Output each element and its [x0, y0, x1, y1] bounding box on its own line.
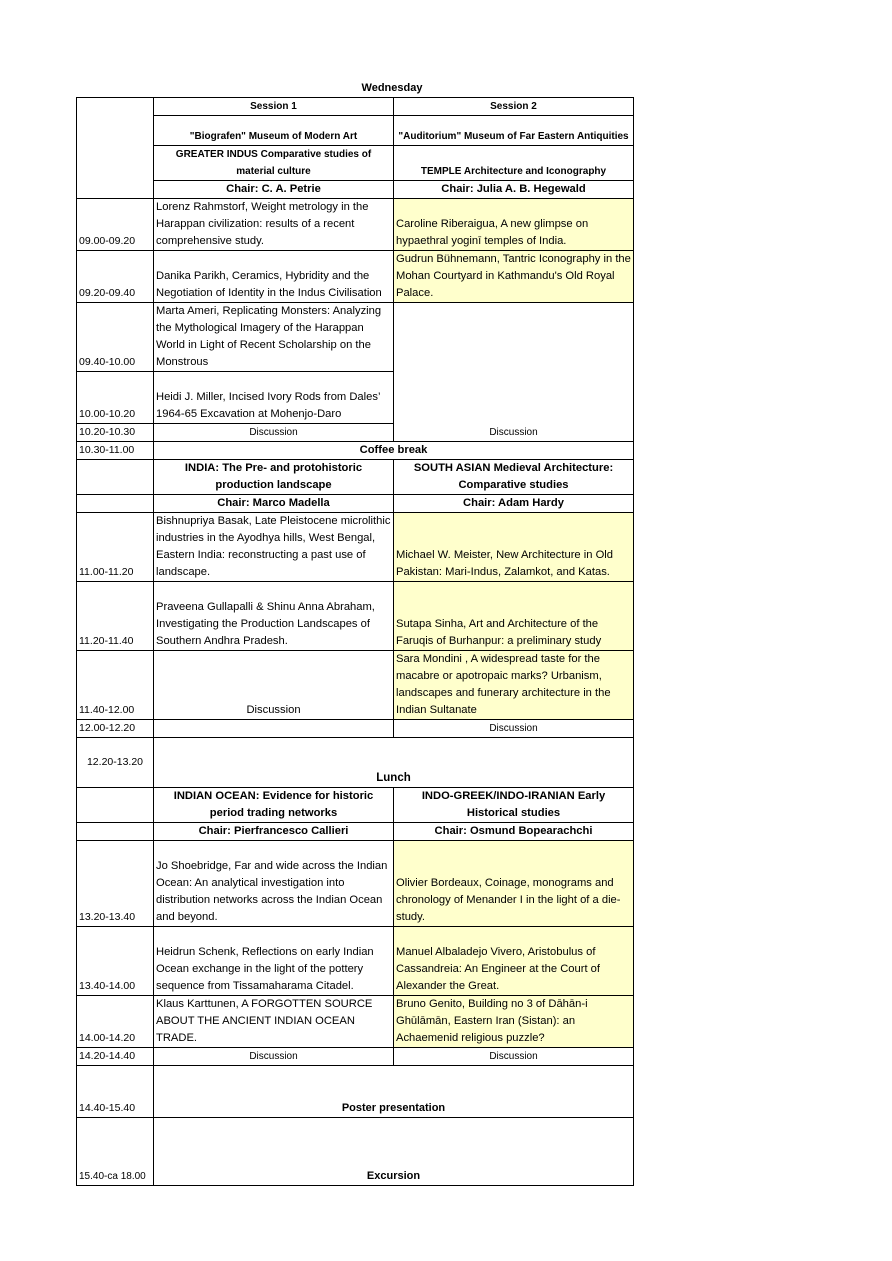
session-1-label: Session 1 — [154, 98, 394, 116]
time-cell: 10.20-10.30 — [77, 424, 154, 442]
talk-cell: Heidi J. Miller, Incised Ivory Rods from Dales’ 1964-65 Excavation at Mohenjo-Daro — [154, 372, 394, 424]
time-cell: 14.20-14.40 — [77, 1048, 154, 1066]
talk-cell: Lorenz Rahmstorf, Weight metrology in the Harappan civilization: results of a recent comprehensive study. — [154, 199, 394, 251]
chair-row — [77, 495, 634, 513]
table-row — [77, 582, 634, 651]
time-cell: 11.00-11.20 — [77, 513, 154, 582]
empty-time-cell — [77, 788, 154, 823]
poster-row — [77, 1066, 634, 1118]
table-row — [77, 720, 634, 738]
time-cell: 09.00-09.20 — [77, 199, 154, 251]
talk-cell: Bishnupriya Basak, Late Pleistocene microlithic industries in the Ayodhya hills, West Bengal, Eastern India: reconstructing a past use of landscape. — [154, 513, 394, 582]
chair-row — [77, 823, 634, 841]
topic-row — [77, 460, 634, 495]
venue-row — [77, 116, 634, 146]
talk-cell: Bruno Genito, Building no 3 of Dāhān-i Ghūlāmān, Eastern Iran (Sistan): an Achaemenid religious puzzle? — [394, 996, 634, 1048]
talk-cell: Sutapa Sinha, Art and Architecture of the Faruqis of Burhanpur: a preliminary study — [394, 582, 634, 651]
topic-row — [77, 146, 634, 181]
chair-1: Chair: Marco Madella — [154, 495, 394, 513]
table-row — [77, 199, 634, 251]
time-cell: 11.40-12.00 — [77, 651, 154, 720]
poster-label: Poster presentation — [154, 1066, 634, 1118]
venue-1: "Biografen" Museum of Modern Art — [154, 116, 394, 146]
talk-cell: Michael W. Meister, New Architecture in Old Pakistan: Mari-Indus, Zalamkot, and Katas. — [394, 513, 634, 582]
time-cell: 10.00-10.20 — [77, 372, 154, 424]
empty-time-cell — [77, 495, 154, 513]
time-cell: 12.00-12.20 — [77, 720, 154, 738]
topic-1: GREATER INDUS Comparative studies of material culture — [154, 146, 394, 181]
coffee-row — [77, 442, 634, 460]
time-cell: 14.40-15.40 — [77, 1066, 154, 1118]
time-cell: 12.20-13.20 — [77, 738, 154, 788]
empty-time-cell — [77, 460, 154, 495]
table-row — [77, 841, 634, 927]
chair-1: Chair: C. A. Petrie — [154, 181, 394, 199]
excursion-row — [77, 1118, 634, 1186]
talk-cell: Heidrun Schenk, Reflections on early Indian Ocean exchange in the light of the pottery sequence from Tissamaharama Citadel. — [154, 927, 394, 996]
talk-cell: Marta Ameri, Replicating Monsters: Analyzing the Mythological Imagery of the Harappan World in Light of Recent Scholarship on the Monstrous — [154, 303, 394, 372]
topic-2: INDO-GREEK/INDO-IRANIAN Early Historical studies — [394, 788, 634, 823]
excursion-label: Excursion — [154, 1118, 634, 1186]
talk-cell: Klaus Karttunen, A FORGOTTEN SOURCE ABOUT THE ANCIENT INDIAN OCEAN TRADE. — [154, 996, 394, 1048]
time-cell: 11.20-11.40 — [77, 582, 154, 651]
topic-2: TEMPLE Architecture and Iconography — [394, 146, 634, 181]
venue-2: "Auditorium" Museum of Far Eastern Antiquities — [394, 116, 634, 146]
table-row — [77, 1048, 634, 1066]
schedule-table — [76, 97, 634, 1186]
chair-2: Chair: Adam Hardy — [394, 495, 634, 513]
talk-cell: Gudrun Bühnemann, Tantric Iconography in the Mohan Courtyard in Kathmandu's Old Royal Palace. — [394, 251, 634, 303]
time-cell: 10.30-11.00 — [77, 442, 154, 460]
topic-1: INDIAN OCEAN: Evidence for historic period trading networks — [154, 788, 394, 823]
chair-2: Chair: Osmund Bopearachchi — [394, 823, 634, 841]
empty-time-cell — [77, 823, 154, 841]
table-row — [77, 513, 634, 582]
talk-cell: Olivier Bordeaux, Coinage, monograms and chronology of Menander I in the light of a die-study. — [394, 841, 634, 927]
chair-row — [77, 181, 634, 199]
discussion-cell: Discussion — [394, 303, 634, 442]
time-cell: 09.20-09.40 — [77, 251, 154, 303]
time-cell: 09.40-10.00 — [77, 303, 154, 372]
discussion-cell: Discussion — [394, 1048, 634, 1066]
table-row — [77, 303, 634, 372]
time-cell: 14.00-14.20 — [77, 996, 154, 1048]
talk-cell: Praveena Gullapalli & Shinu Anna Abraham, Investigating the Production Landscapes of Southern Andhra Pradesh. — [154, 582, 394, 651]
discussion-cell: Discussion — [154, 651, 394, 720]
topic-1: INDIA: The Pre- and protohistoric production landscape — [154, 460, 394, 495]
talk-cell: Danika Parikh, Ceramics, Hybridity and the Negotiation of Identity in the Indus Civilisation — [154, 251, 394, 303]
topic-row — [77, 788, 634, 823]
chair-1: Chair: Pierfrancesco Callieri — [154, 823, 394, 841]
discussion-cell: Discussion — [154, 424, 394, 442]
talk-cell: Manuel Albaladejo Vivero, Aristobulus of Cassandreia: An Engineer at the Court of Alexander the Great. — [394, 927, 634, 996]
table-row — [77, 251, 634, 303]
lunch-row — [77, 738, 634, 788]
chair-2: Chair: Julia A. B. Hegewald — [394, 181, 634, 199]
talk-cell: Caroline Riberaigua, A new glimpse on hypaethral yoginī temples of India. — [394, 199, 634, 251]
table-row — [77, 651, 634, 720]
talk-cell: Sara Mondini , A widespread taste for the macabre or apotropaic marks? Urbanism, landscapes and funerary architecture in the Indian Sultanate — [394, 651, 634, 720]
table-row — [77, 996, 634, 1048]
session-header-row — [77, 98, 634, 116]
discussion-cell: Discussion — [154, 1048, 394, 1066]
table-row — [77, 927, 634, 996]
topic-2: SOUTH ASIAN Medieval Architecture: Comparative studies — [394, 460, 634, 495]
session-2-label: Session 2 — [394, 98, 634, 116]
talk-cell: Jo Shoebridge, Far and wide across the Indian Ocean: An analytical investigation into distribution networks across the Indian Ocean and beyond. — [154, 841, 394, 927]
coffee-break-label: Coffee break — [154, 442, 634, 460]
lunch-label: Lunch — [154, 738, 634, 788]
time-cell: 13.40-14.00 — [77, 927, 154, 996]
time-cell: 15.40-ca 18.00 — [77, 1118, 154, 1186]
empty-time-cell — [77, 98, 154, 199]
empty-cell — [154, 720, 394, 738]
day-title: Wednesday — [361, 82, 423, 94]
time-cell: 13.20-13.40 — [77, 841, 154, 927]
discussion-cell: Discussion — [394, 720, 634, 738]
